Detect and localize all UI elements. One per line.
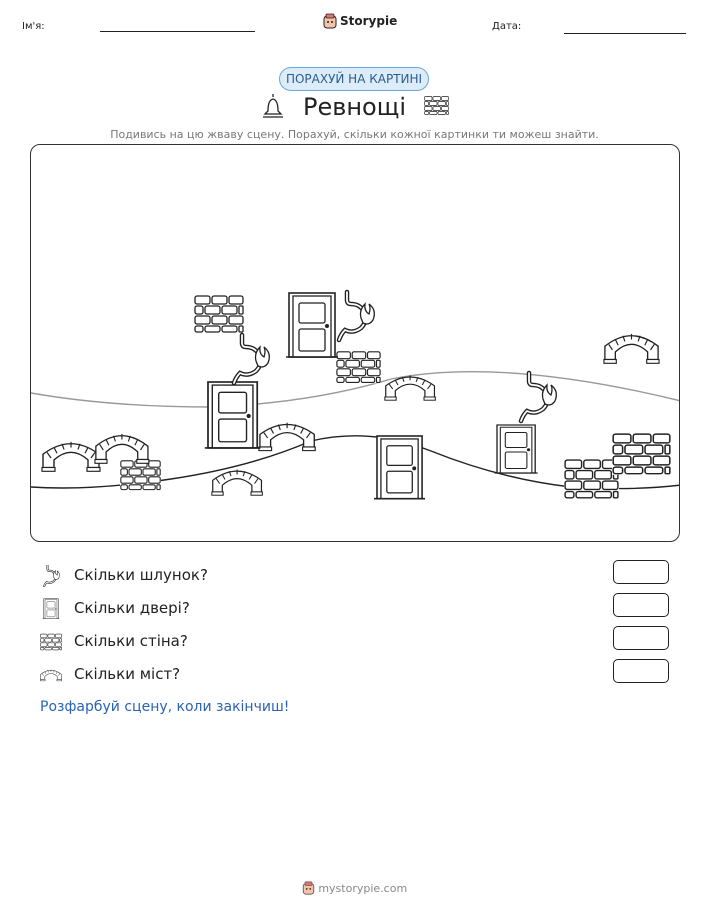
question-text: Скільки стіна? (74, 632, 188, 650)
question-text: Скільки двері? (74, 599, 190, 617)
door-icon (40, 598, 62, 620)
footer (0, 881, 709, 895)
answer-box-wall[interactable] (613, 626, 669, 650)
wall-icon (194, 295, 244, 333)
question-text: Скільки міст? (74, 665, 181, 683)
door-icon (495, 425, 538, 473)
answer-box-stomach[interactable] (613, 560, 669, 584)
wall-icon (564, 459, 619, 499)
door-icon (286, 293, 338, 357)
scene-drawing (31, 145, 680, 542)
name-field-line[interactable] (100, 31, 255, 32)
bridge-icon (40, 664, 62, 686)
stomach-icon (234, 335, 269, 383)
bridge-icon (604, 334, 659, 363)
page-instructions: Подивись на цю жваву сцену. Порахуй, скільки кожної картинки ти можеш знайти. (110, 128, 599, 141)
wall-icon (612, 433, 671, 475)
storypie-mascot-icon (323, 13, 337, 29)
answer-box-bridge[interactable] (613, 659, 669, 683)
storypie-mascot-icon (302, 881, 315, 895)
stomach-icon (40, 565, 62, 587)
coloring-note: Розфарбуй сцену, коли закінчиш! (40, 699, 290, 715)
date-field-line[interactable] (564, 33, 686, 34)
bridge-icon (95, 434, 149, 463)
answer-box-door[interactable] (613, 593, 669, 617)
scene-picture (30, 144, 680, 542)
question-text: Скільки шлунок? (74, 566, 208, 584)
wall-icon (120, 460, 161, 490)
question-bridge (40, 662, 680, 688)
door-icon (374, 436, 425, 499)
wall-icon (336, 351, 381, 383)
bridge-icon (42, 442, 100, 471)
door-icon (205, 382, 261, 448)
count-badge: ПОРАХУЙ НА КАРТИНІ (279, 67, 429, 91)
page-title: Ревнощі (302, 93, 407, 121)
question-door (40, 596, 680, 622)
question-stomach (40, 563, 680, 589)
brand-logo (323, 13, 397, 29)
wall-icon (40, 631, 62, 653)
bridge-icon (212, 469, 262, 495)
name-label: Ім'я: (22, 21, 45, 32)
wall-icon (424, 96, 449, 115)
brand-name: Storypie (340, 14, 398, 28)
bridge-icon (259, 423, 315, 451)
stomach-icon (521, 373, 556, 421)
stomach-icon (339, 292, 374, 340)
footer-url[interactable]: mystorypie.com (318, 882, 408, 895)
question-wall (40, 629, 680, 655)
date-label: Дата: (492, 21, 522, 32)
